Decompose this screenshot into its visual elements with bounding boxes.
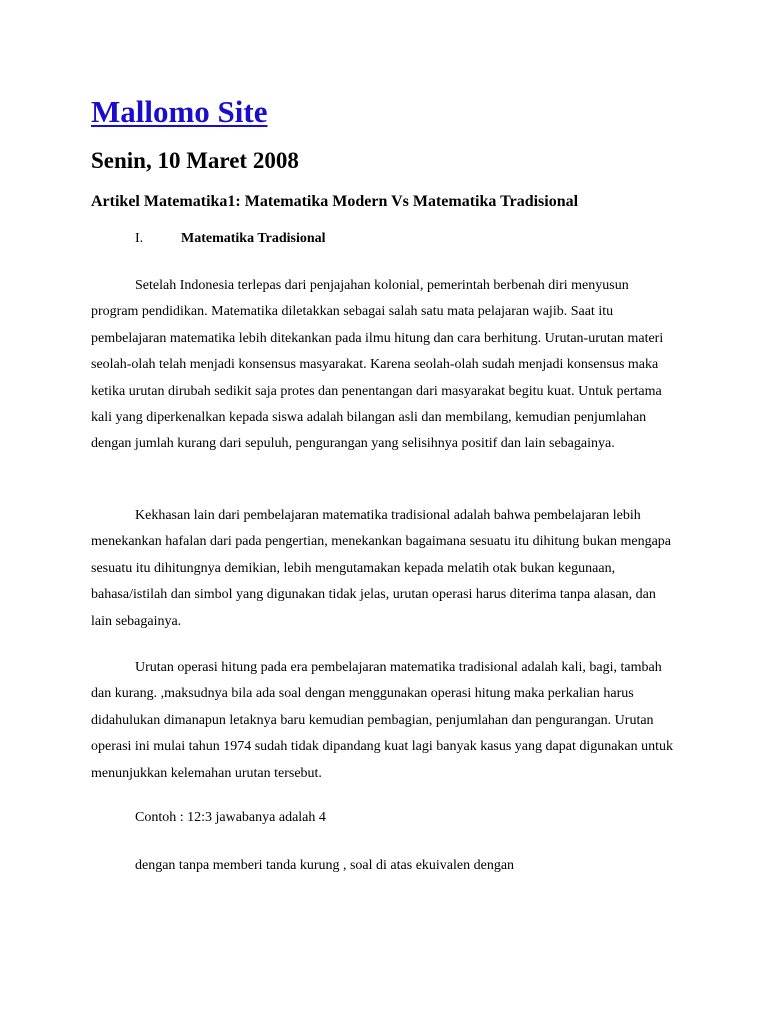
site-title-link[interactable]: Mallomo Site bbox=[91, 94, 268, 129]
post-date: Senin, 10 Maret 2008 bbox=[91, 148, 299, 173]
paragraph-1: Setelah Indonesia terlepas dari penjajahan kolonial, pemerintah berbenah diri menyusun program pendidikan. Matematika diletakkan sebagai salah satu mata pelajaran wajib. Saat itu pembelajaran matematika lebih ditekankan pada ilmu hitung dan cara berhitung. Urutan-urutan materi seolah-olah telah menjadi konsensus masyarakat. Karena seolah-olah sudah menjadi konsensus maka ketika urutan dirubah sedikit saja protes dan penentangan dari masyarakat begitu kuat. Untuk pertama kali yang diperkenalkan kepada siswa adalah bilangan asli dan membilang, kemudian penjumlahan dengan jumlah kurang dari sepuluh, pengurangan yang selisihnya positif dan lain sebagainya. bbox=[91, 278, 664, 452]
example-line: Contoh : 12:3 jawabanya adalah 4 bbox=[135, 810, 326, 825]
post-title: Artikel Matematika1: Matematika Modern Vs Matematika Tradisional bbox=[91, 193, 579, 210]
section-number: I. bbox=[135, 231, 144, 246]
paragraph-2: Kekhasan lain dari pembelajaran matematika tradisional adalah bahwa pembelajaran lebih menekankan hafalan dari pada pengertian, menekankan bagaimana sesuatu itu dihitung bukan mengapa sesuatu itu dihitungnya demikian, lebih mengutamakan kepada melatih otak bukan kegunaan, bahasa/istilah dan simbol yang digunakan tidak jelas, urutan operasi harus diterima tanpa alasan, dan lain sebagainya. bbox=[91, 508, 672, 629]
section-heading bbox=[135, 229, 326, 249]
continuation-line: dengan tanpa memberi tanda kurung , soal di atas ekuivalen dengan bbox=[135, 858, 515, 873]
section-heading-text: Matematika Tradisional bbox=[181, 231, 326, 246]
paragraph-3: Urutan operasi hitung pada era pembelajaran matematika tradisional adalah kali, bagi, tambah dan kurang. ,maksudnya bila ada soal dengan menggunakan operasi hitung maka perkalian harus didahulukan dimanapun letaknya baru kemudian pembagian, penjumlahan dan pengurangan. Urutan operasi ini mulai tahun 1974 sudah tidak dipandang kuat lagi banyak kasus yang dapat digunakan untuk menunjukkan kelemahan urutan tersebut. bbox=[91, 660, 674, 781]
